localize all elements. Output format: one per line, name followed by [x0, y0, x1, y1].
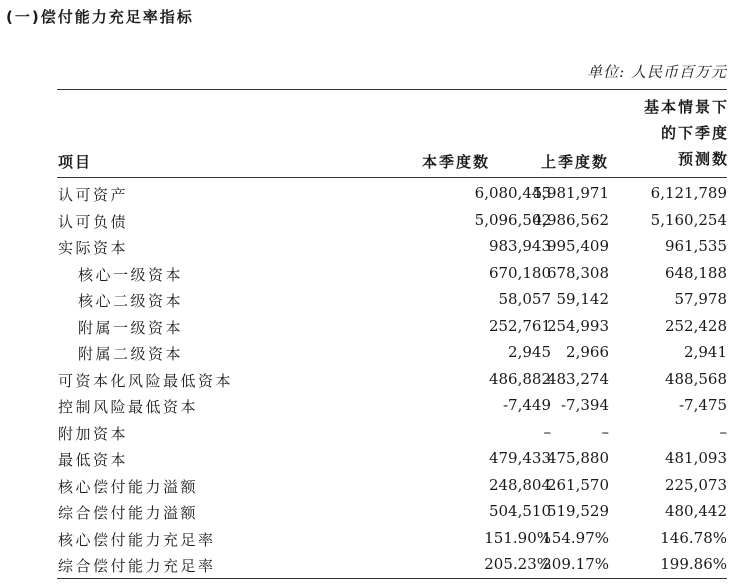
header-forecast-line1: 基本情景下 [643, 98, 729, 116]
table-top-rule [57, 89, 727, 90]
row-label: 综合偿付能力充足率 [58, 557, 216, 575]
header-forecast-line3: 预测数 [677, 150, 729, 168]
table-row [57, 368, 727, 395]
value-forecast: 6,121,789 [650, 184, 727, 202]
row-label: 核心偿付能力溢额 [58, 477, 199, 496]
value-previous-quarter: 209.17% [542, 555, 609, 573]
value-current-quarter: 151.90% [484, 528, 551, 547]
value-forecast: 5,160,254 [650, 210, 727, 229]
header-forecast [644, 94, 729, 172]
value-previous-quarter: 59,142 [556, 290, 609, 308]
row-label: 控制风险最低资本 [58, 398, 199, 416]
table-row [57, 235, 727, 262]
value-forecast: 252,428 [664, 316, 727, 335]
value-previous-quarter: 519,529 [546, 502, 609, 520]
table-row [57, 341, 727, 368]
table-row [57, 447, 727, 474]
value-forecast: – [719, 422, 727, 441]
table-row [57, 182, 727, 209]
value-previous-quarter: 475,880 [546, 449, 609, 467]
header-previous-quarter: 上季度数 [540, 153, 609, 171]
row-label: 附属一级资本 [78, 318, 184, 337]
value-current-quarter: 58,057 [498, 290, 551, 308]
header-current-quarter: 本季度数 [421, 153, 490, 171]
table-row [57, 209, 727, 236]
value-current-quarter: 2,945 [508, 343, 551, 361]
section-title: (一)偿付能力充足率指标 [6, 8, 194, 26]
value-forecast: 146.78% [660, 528, 727, 547]
value-current-quarter: – [543, 422, 551, 441]
value-forecast: 961,535 [664, 237, 727, 255]
table-row [57, 262, 727, 289]
table-row [57, 315, 727, 342]
value-current-quarter: 670,180 [488, 263, 551, 282]
unit-note: 单位: 人民币百万元 [587, 63, 727, 81]
value-previous-quarter: – [601, 422, 609, 441]
value-forecast: -7,475 [678, 396, 727, 414]
value-previous-quarter: -7,394 [560, 396, 609, 414]
row-label: 综合偿付能力溢额 [58, 504, 199, 522]
value-previous-quarter: 995,409 [546, 237, 609, 255]
value-previous-quarter: 5,981,971 [532, 184, 609, 202]
table-row [57, 394, 727, 421]
row-label: 附属二级资本 [78, 345, 184, 363]
value-forecast: 2,941 [684, 343, 727, 361]
value-previous-quarter: 2,966 [566, 343, 609, 361]
value-current-quarter: 504,510 [488, 502, 551, 520]
value-forecast: 199.86% [660, 555, 727, 573]
value-previous-quarter: 154.97% [542, 528, 609, 547]
table-row [57, 500, 727, 527]
value-forecast: 480,442 [664, 502, 727, 520]
value-current-quarter: 205.23% [484, 555, 551, 573]
header-bottom-rule [57, 177, 727, 178]
solvency-table [57, 182, 727, 580]
table-row [57, 288, 727, 315]
value-forecast: 488,568 [664, 369, 727, 388]
value-current-quarter: 983,943 [488, 237, 551, 255]
value-current-quarter: 252,761 [488, 316, 551, 335]
row-label: 核心偿付能力充足率 [58, 530, 216, 549]
row-label: 认可负债 [58, 212, 129, 231]
value-previous-quarter: 4,986,562 [532, 210, 609, 229]
value-current-quarter: 479,433 [488, 449, 551, 467]
value-current-quarter: 248,804 [488, 475, 551, 494]
value-previous-quarter: 678,308 [546, 263, 609, 282]
table-row [57, 474, 727, 501]
row-label: 核心二级资本 [78, 292, 184, 310]
row-label: 最低资本 [58, 451, 129, 469]
value-forecast: 225,073 [664, 475, 727, 494]
value-previous-quarter: 254,993 [546, 316, 609, 335]
value-previous-quarter: 261,570 [546, 475, 609, 494]
value-current-quarter: 486,882 [488, 369, 551, 388]
value-previous-quarter: 483,274 [546, 369, 609, 388]
header-forecast-line2: 的下季度 [660, 124, 729, 142]
row-label: 核心一级资本 [78, 265, 184, 284]
value-current-quarter: -7,449 [502, 396, 551, 414]
row-label: 附加资本 [58, 424, 129, 443]
value-forecast: 648,188 [664, 263, 727, 282]
row-label: 认可资产 [58, 186, 129, 204]
table-row [57, 421, 727, 448]
table-row [57, 527, 727, 554]
row-label: 实际资本 [58, 239, 129, 257]
table-row [57, 553, 727, 580]
value-current-quarter: 5,096,502 [474, 210, 551, 229]
value-forecast: 481,093 [664, 449, 727, 467]
value-current-quarter: 6,080,445 [474, 184, 551, 202]
table-bottom-rule [57, 578, 727, 579]
value-forecast: 57,978 [674, 290, 727, 308]
row-label: 可资本化风险最低资本 [58, 371, 234, 390]
header-item: 项目 [58, 153, 93, 171]
